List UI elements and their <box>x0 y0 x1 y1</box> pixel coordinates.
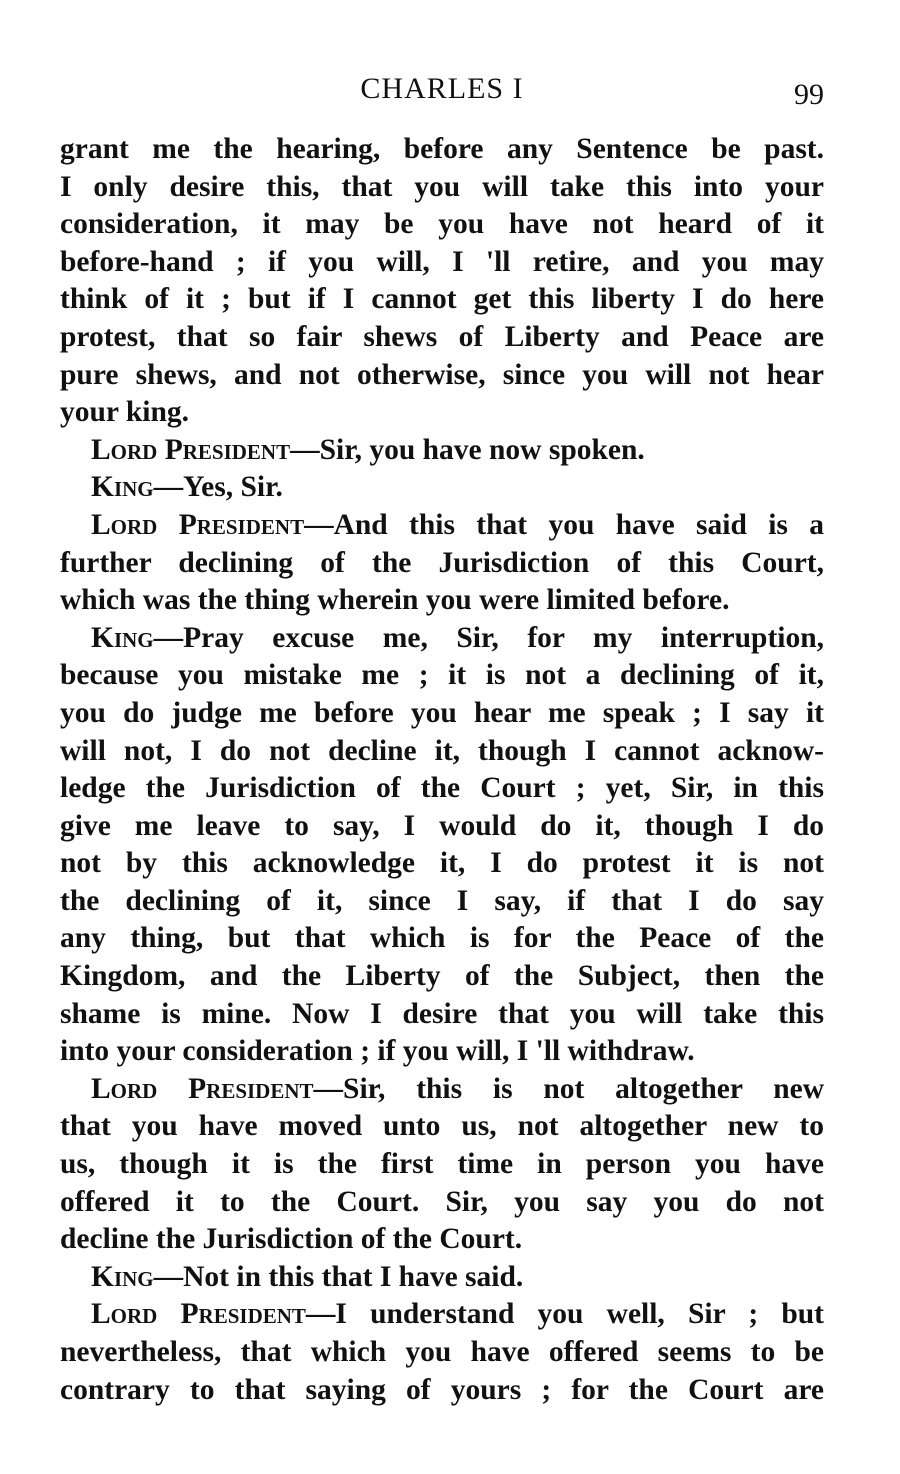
text-line <box>60 1146 824 1184</box>
line-text: consideration, it may be you have not heard of it <box>60 208 824 241</box>
speaker-name: Lord President <box>91 1072 314 1105</box>
line-text: —Not in this that I have said. <box>153 1260 524 1293</box>
text-line <box>60 770 824 808</box>
text-line <box>60 620 824 658</box>
line-text: grant me the hearing, before any Sentence be past. <box>60 133 824 165</box>
line-text: not by this acknowledge it, I do protest it is not <box>60 847 824 880</box>
line-text: pure shews, and not otherwise, since you will not hear <box>60 358 824 391</box>
speaker-name: Lord President <box>91 1298 306 1331</box>
text-line <box>60 169 824 207</box>
line-text: protest, that so fair shews of Liberty and Peace are <box>60 320 824 353</box>
speaker-name: King <box>91 471 154 504</box>
line-text: —I understand you well, Sir ; but <box>305 1298 824 1331</box>
line-text: —And this that you have said is a <box>304 508 824 541</box>
line-text: because you mistake me ; it is not a declining of it, <box>60 659 824 692</box>
text-line <box>60 657 824 695</box>
body-text <box>60 131 824 1409</box>
line-text: I only desire this, that you will take this into your <box>60 170 824 203</box>
text-line <box>60 733 824 771</box>
text-line <box>60 394 824 432</box>
line-text: will not, I do not decline it, though I cannot acknow- <box>60 734 824 767</box>
text-line <box>60 845 824 883</box>
line-text: ledge the Jurisdiction of the Court ; yet, Sir, in this <box>60 772 824 805</box>
text-line <box>60 958 824 996</box>
text-line <box>60 1296 824 1334</box>
speaker-name: Lord President <box>91 433 291 466</box>
line-text: —Pray excuse me, Sir, for my interruption, <box>153 621 824 654</box>
line-text: that you have moved unto us, not altogether new to <box>60 1110 824 1143</box>
line-text: us, though it is the first time in person you have <box>60 1148 824 1181</box>
text-line <box>60 1334 824 1372</box>
line-text: contrary to that saying of yours ; for the Court are <box>60 1373 824 1406</box>
line-text: give me leave to say, I would do it, though I do <box>60 809 824 842</box>
speaker-name: Lord President <box>91 508 305 541</box>
text-line <box>60 1184 824 1222</box>
text-line <box>60 582 824 620</box>
text-line <box>60 808 824 846</box>
page-number: 99 <box>794 78 824 111</box>
text-line <box>60 244 824 282</box>
line-text: think of it ; but if I cannot get this liberty I do here <box>60 283 824 316</box>
text-line <box>60 1033 824 1071</box>
text-line <box>60 131 824 169</box>
text-line <box>60 545 824 583</box>
text-line <box>60 281 824 319</box>
text-line <box>60 206 824 244</box>
line-text: decline the Jurisdiction of the Court. <box>60 1223 523 1256</box>
line-text: —Yes, Sir. <box>153 471 283 504</box>
running-head: CHARLES I <box>360 72 524 105</box>
text-line <box>60 469 824 507</box>
text-line <box>60 920 824 958</box>
text-line <box>60 432 824 470</box>
text-line <box>60 1372 824 1410</box>
line-text: any thing, but that which is for the Peace of the <box>60 922 824 955</box>
text-line <box>60 695 824 733</box>
speaker-name: King <box>91 621 154 654</box>
text-line <box>60 883 824 921</box>
text-line <box>60 1221 824 1259</box>
speaker-name: King <box>91 1260 154 1293</box>
text-line <box>60 1259 824 1297</box>
line-text: further declining of the Jurisdiction of this Court, <box>60 546 824 579</box>
text-line <box>60 1108 824 1146</box>
line-text: nevertheless, that which you have offered seems to be <box>60 1336 824 1368</box>
text-line <box>60 1071 824 1109</box>
line-text: —Sir, this is not altogether new <box>313 1072 824 1105</box>
text-line <box>60 996 824 1034</box>
text-line <box>60 507 824 545</box>
line-text: before-hand ; if you will, I 'll retire, and you may <box>60 245 824 278</box>
line-text: your king. <box>60 396 189 429</box>
line-text: —Sir, you have now spoken. <box>290 433 645 466</box>
line-text: shame is mine. Now I desire that you will take this <box>60 997 824 1030</box>
line-text: the declining of it, since I say, if that I do say <box>60 884 824 917</box>
line-text: offered it to the Court. Sir, you say you do not <box>60 1185 824 1218</box>
line-text: you do judge me before you hear me speak ; I say it <box>60 696 824 729</box>
line-text: which was the thing wherein you were limited before. <box>60 584 730 617</box>
line-text: into your consideration ; if you will, I 'll withdraw. <box>60 1035 695 1068</box>
page-header <box>60 72 824 112</box>
text-line <box>60 319 824 357</box>
line-text: Kingdom, and the Liberty of the Subject, then the <box>60 960 824 993</box>
text-line <box>60 357 824 395</box>
